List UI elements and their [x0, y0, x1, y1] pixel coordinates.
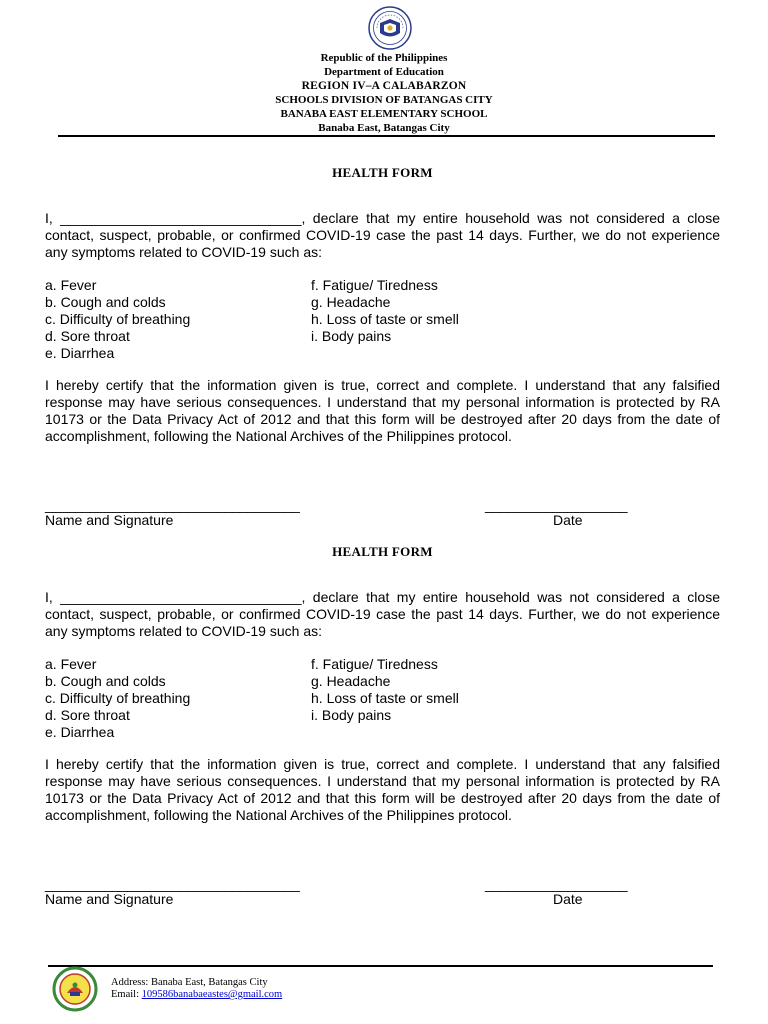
symptom-item: d. Sore throat: [45, 707, 130, 723]
certification-text: I hereby certify that the information given is true, correct and complete. I understand that any falsified response may have serious consequences. I understand that my personal information is protected by RA 10173 or the Data Privacy Act of 2012 and that this form will be destroyed after 20 days from the date of accomplishment, following the National Archives of the Philippines protocol.: [45, 377, 720, 444]
form-title: HEALTH FORM: [332, 165, 433, 180]
symptom-item: a. Fever: [45, 277, 97, 293]
letterhead-school: BANABA EAST ELEMENTARY SCHOOL: [280, 108, 488, 120]
signature-line: __________________________________: [45, 876, 300, 892]
date-label: Date: [553, 512, 583, 528]
symptom-column-right: [311, 656, 611, 724]
date-line: ___________________: [485, 876, 628, 892]
symptom-item: e. Diarrhea: [45, 345, 115, 361]
symptom-column-left: [45, 277, 305, 362]
symptom-column-right: [311, 277, 611, 345]
symptom-item: c. Difficulty of breathing: [45, 690, 191, 706]
letterhead-address: Banaba East, Batangas City: [318, 122, 450, 134]
symptom-column-left: [45, 656, 305, 741]
school-logo-icon: [52, 966, 98, 1012]
footer-email-label: Email:: [111, 989, 139, 1000]
header-divider: [58, 135, 715, 137]
signature-label: Name and Signature: [45, 891, 174, 907]
symptom-item: i. Body pains: [311, 328, 392, 344]
declaration-text: I, _______________________________, declare that my entire household was not considered a close contact, suspect, probable, or confirmed COVID-19 case the past 14 days. Further, we do not experience any symptoms related to COVID-19 such as:: [45, 210, 720, 260]
form-title: HEALTH FORM: [332, 544, 433, 559]
letterhead-republic: Republic of the Philippines: [320, 52, 448, 64]
footer-address-row: [111, 977, 282, 989]
symptom-item: h. Loss of taste or smell: [311, 311, 459, 327]
footer-contact: [111, 977, 282, 1001]
letterhead-department: Department of Education: [324, 66, 444, 78]
symptom-item: b. Cough and colds: [45, 673, 166, 689]
symptom-item: g. Headache: [311, 294, 391, 310]
footer-email-row: [111, 989, 282, 1001]
footer-address-label: Address:: [111, 977, 149, 988]
signature-label: Name and Signature: [45, 512, 174, 528]
symptom-item: b. Cough and colds: [45, 294, 166, 310]
certification-text: I hereby certify that the information given is true, correct and complete. I understand that any falsified response may have serious consequences. I understand that my personal information is protected by RA 10173 or the Data Privacy Act of 2012 and that this form will be destroyed after 20 days from the date of accomplishment, following the National Archives of the Philippines protocol.: [45, 756, 720, 823]
symptom-item: i. Body pains: [311, 707, 392, 723]
footer-email-link[interactable]: 109586banabaeastes@gmail.com: [141, 989, 283, 1000]
symptom-item: d. Sore throat: [45, 328, 130, 344]
symptom-item: f. Fatigue/ Tiredness: [311, 656, 438, 672]
symptom-item: c. Difficulty of breathing: [45, 311, 191, 327]
letterhead-region: REGION IV–A CALABARZON: [301, 80, 467, 92]
symptom-item: h. Loss of taste or smell: [311, 690, 459, 706]
declaration-text: I, _______________________________, declare that my entire household was not considered a close contact, suspect, probable, or confirmed COVID-19 case the past 14 days. Further, we do not experience any symptoms related to COVID-19 such as:: [45, 589, 720, 639]
deped-seal-icon: [368, 6, 412, 50]
letterhead-division: SCHOOLS DIVISION OF BATANGAS CITY: [275, 94, 493, 106]
date-label: Date: [553, 891, 583, 907]
footer-divider: [48, 965, 713, 967]
letterhead: [0, 51, 768, 135]
symptom-item: f. Fatigue/ Tiredness: [311, 277, 438, 293]
date-line: ___________________: [485, 497, 628, 513]
symptom-item: a. Fever: [45, 656, 97, 672]
footer-address: Banaba East, Batangas City: [150, 977, 268, 988]
symptom-item: e. Diarrhea: [45, 724, 115, 740]
signature-line: __________________________________: [45, 497, 300, 513]
symptom-item: g. Headache: [311, 673, 391, 689]
